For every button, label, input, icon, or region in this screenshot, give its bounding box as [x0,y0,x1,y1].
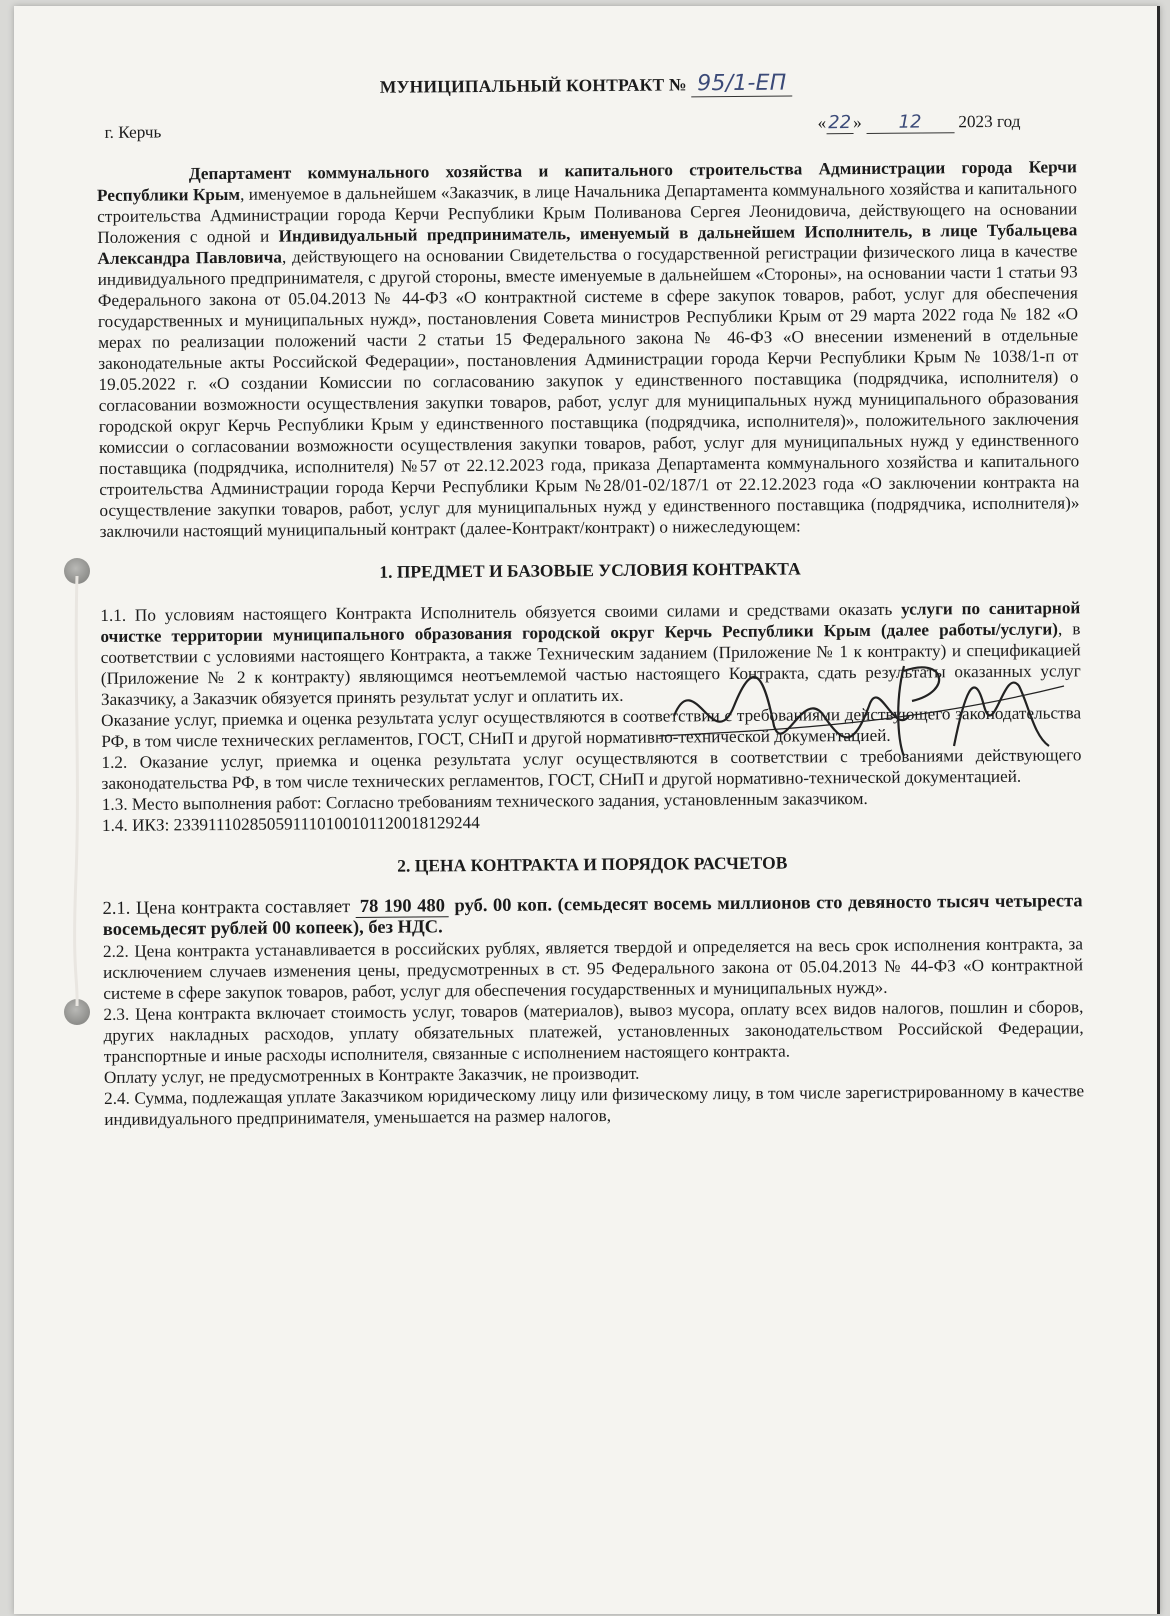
party1-name: Департамент коммунального хозяйства и капитального строительства Администрации города Керчи Республики Крым [96,157,1077,205]
clause-1-3: 1.3. Место выполнения работ: Согласно требованиям технического задания, установленным заказчиком. [101,788,868,814]
clause-2-4: 2.4. Сумма, подлежащая уплате Заказчиком юридическому лицу или физическому лицу, в том числе зарегистрированному в качестве индивидуального предпринимателя, уменьшается на размер налогов, [104,1081,1085,1129]
preamble-text2: , действующего на основании Свидетельства о государственной регистрации физического лица в качестве индивидуального предпринимателя, с другой стороны, вместе именуемые в дальнейшем «Стороны», на основании части 1 статьи 93 Федерального закона от 05.04.2013 № 44-ФЗ «О контрактной системе в сфере закупок товаров, работ, услуг для обеспечения государственных и муниципальных нужд», постановления Совета министров Республики Крым от 29 марта 2022 года № 182 «О мерах по реализации положений части 2 статьи 15 Федерального закона № 46-ФЗ «О внесении изменений в отдельные законодательные акты Российской Федерации», постановления Администрации города Керчи Республики Крым № 1038/1-п от 19.05.2022 г. «О создании Комиссии по согласованию закупок у единственного поставщика (подрядчика, исполнителя) о согласовании возможности осуществления закупки товаров, работ, услуг для муниципальных нужд муниципального образования городской округ Керчь Республики Крым у единственного поставщика (подрядчика, исполнителя)», положительного заключения комиссии о согласовании возможности осуществления закупки товаров, работ, услуг для муниципальных нужд у единственного поставщика (подрядчика, исполнителя) №57 от 22.12.2023 года, приказа Департамента коммунального хозяйства и капитального строительства Администрации города Керчи Республики Крым №28/01-02/187/1 от 22.12.2023 года «О заключении контракта на осуществление закупки товаров, работ, услуг для муниципальных нужд у единственного поставщика (подрядчика, исполнителя)» заключили настоящий муниципальный контракт (далее-Контракт/контракт) о нижеследующем: [97,241,1080,541]
document-page [14,6,1160,1614]
page-edge [1157,6,1160,1614]
clause-1-4: 1.4. ИКЗ: 233911102850591110100101120018129244 [101,813,480,835]
contract-price-words: руб. 00 коп. (семьдесят восемь миллионов сто девяносто тысяч четыреста восемьдесят рублей 00 копеек), без НДС. [102,891,1083,940]
clause-2-3: 2.3. Цена контракта включает стоимость услуг, товаров (материалов), вывоз мусора, оплату всех видов налогов, пошлин и сборов, других накладных расходов, уплату обязательных платежей, установленных законодательством Российской Федерации, транспортные и иные расходы исполнителя, связанные с исполнением настоящего контракта. [103,997,1084,1066]
clause-1-1-text2: , в соответствии с условиями настоящего Контракта, а также Техническим заданием (Приложение № 1 к контракту) и спецификацией (Приложение № 2 к контракту) являющимся неотъемлемой частью настоящего Контракта, сдать результаты оказанных услуг Заказчику, а Заказчик обязуется принять результат услуг и оплатить их. [100,619,1081,709]
preamble [97,156,1080,542]
section1-heading: 1. ПРЕДМЕТ И БАЗОВЫЕ УСЛОВИЯ КОНТРАКТА [379,558,801,582]
date-open-quote: « [817,113,827,133]
section2-heading: 2. ЦЕНА КОНТРАКТА И ПОРЯДОК РАСЧЕТОВ [397,852,788,876]
document-body [96,58,1084,1130]
binding-thread [72,576,82,1006]
contract-title [96,70,1076,100]
clause-2-1-text: 2.1. Цена контракта составляет [102,896,356,919]
contract-date [818,111,1021,135]
clause-1-1-subject: услуги по санитарной очистке территории муниципального образования городской округ Керчь Республики Крым (далее работы/услуги) [100,598,1081,646]
contract-number: 95/1-ЕП [691,71,792,98]
date-close-quote: » [853,112,862,133]
date-day: 22 [826,112,853,134]
date-year: 2023 год [958,111,1021,132]
title-prefix: МУНИЦИПАЛЬНЫЙ КОНТРАКТ № [379,74,687,97]
clause-1-1-text: 1.1. По условиям настоящего Контракта Исполнитель обязуется своими силами и средствами оказать [100,599,902,625]
contract-price: 78 190 480 [356,896,449,918]
handwritten-signature [654,646,1074,766]
clause-1-2: 1.2. Оказание услуг, приемка и оценка результата услуг осуществляются в соответствии с требованиями действующего законодательства РФ, в том числе технических регламентов, ГОСТ, СНиП и другой нормативно-технической документацией. [101,745,1082,793]
place-date-row [96,110,1076,146]
date-month: 12 [866,111,954,134]
clause-2-2: 2.2. Цена контракта устанавливается в российских рублях, является твердой и определяется на весь срок исполнения контракта, за исключением случаев изменения цены, предусмотренных в ст. 95 Федерального закона от 05.04.2013 № 44-ФЗ «О контрактной системе в сфере закупок товаров, работ, услуг для обеспечения государственных и муниципальных нужд». [102,934,1084,1003]
party2-name: Индивидуальный предприниматель, именуемый в дальнейшем Исполнитель, в лице Тубальцева Александра Павловича [97,220,1078,268]
city: г. Керчь [104,122,162,142]
clause-1-1-note: Оказание услуг, приемка и оценка результата услуг осуществляются в соответствии с требованиями действующего законодательства РФ, в том числе технических регламентов, ГОСТ, СНиП и другой нормативно-технической документацией. [101,703,1082,751]
clause-2-3-note: Оплату услуг, не предусмотренных в Контракте Заказчик, не производит. [103,1063,640,1087]
preamble-text1: , именуемое в дальнейшем «Заказчик, в лице Начальника Департамента коммунального хозяйства и капитального строительства Администрации города Керчи Республики Крым Поливанова Сергея Леонидовича, действующего на основании Положения с одной и [97,178,1078,247]
